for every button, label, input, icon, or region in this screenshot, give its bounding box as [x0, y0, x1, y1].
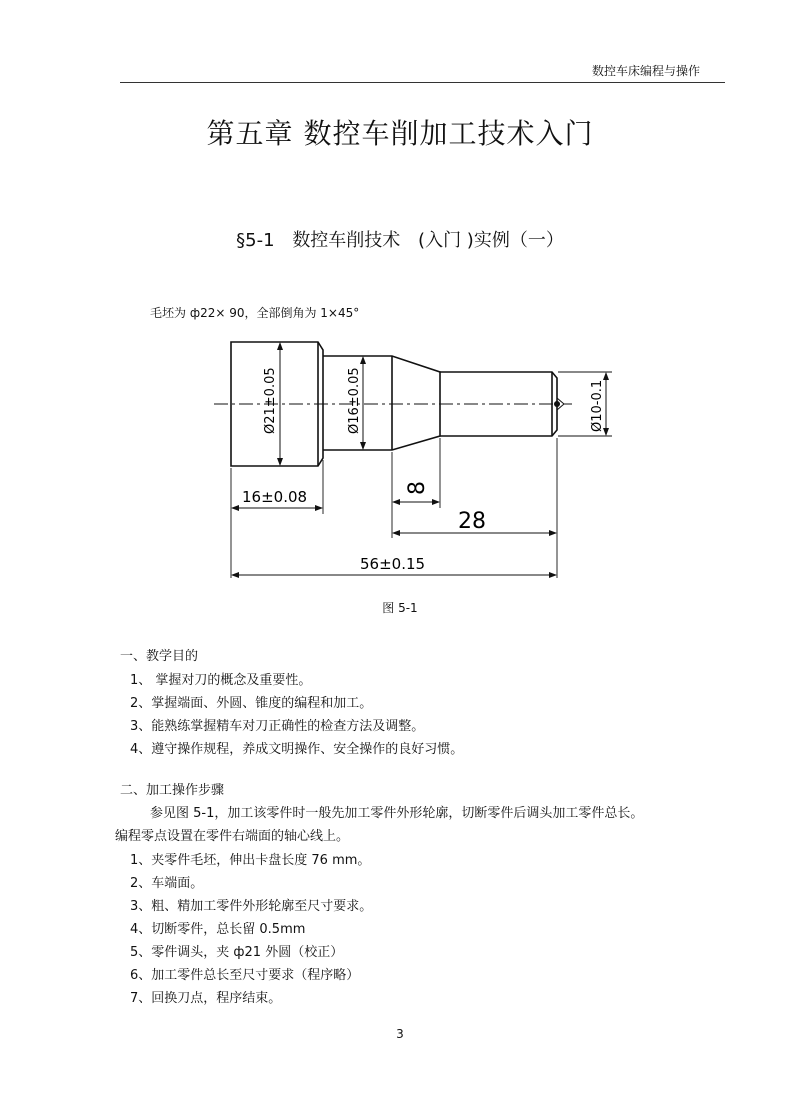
list-item: 5、零件调头，夹 ф21 外圆（校正） [130, 945, 344, 960]
header-rule [120, 82, 725, 83]
section-number: §5-1 [236, 230, 275, 251]
list-item: 3、能熟练掌握精车对刀正确性的检查方法及调整。 [130, 719, 425, 734]
section-name: 数控车削技术 [292, 230, 401, 251]
section-suffix: (入门 )实例（一） [418, 230, 564, 251]
list-item: 4、切断零件，总长留 0.5mm [130, 922, 306, 937]
dim-28: 28 [458, 509, 486, 534]
figure-caption: 图 5-1 [382, 601, 418, 615]
list-item: 4、遵守操作规程，养成文明操作、安全操作的良好习惯。 [130, 742, 464, 757]
list-item: 7、回换刀点，程序结束。 [130, 991, 282, 1006]
middle-and-taper-section [323, 356, 440, 450]
dim-16: 16±0.08 [242, 488, 308, 506]
list-item: 6、加工零件总长至尺寸要求（程序略） [130, 968, 360, 983]
section2-heading: 二、加工操作步骤 [120, 783, 225, 798]
list-item: 2、掌握端面、外圆、锥度的编程和加工。 [130, 696, 373, 711]
list-item: 1、 掌握对刀的概念及重要性。 [130, 673, 312, 688]
section-title [0, 226, 800, 252]
list-item: 1、夹零件毛坯，伸出卡盘长度 76 mm。 [130, 853, 371, 868]
list-item: 2、车端面。 [130, 876, 204, 891]
dim-d21: Ø21±0.05 [263, 367, 278, 434]
blank-note: 毛坯为 ф22× 90，全部倒角为 1×45° [150, 306, 360, 320]
dim-8: 8 [405, 481, 430, 495]
dim-d10: Ø10-0.1 [590, 379, 605, 432]
paragraph-line: 编程零点设置在零件右端面的轴心线上。 [115, 829, 350, 844]
dim-d16: Ø16±0.05 [347, 367, 362, 434]
shaft-drawing [200, 328, 620, 588]
running-header: 数控车床编程与操作 [591, 64, 700, 78]
list-item: 3、粗、精加工零件外形轮廓至尺寸要求。 [130, 899, 373, 914]
paragraph-line: 参见图 5-1，加工该零件时一般先加工零件外形轮廓，切断零件后调头加工零件总长。 [150, 806, 644, 821]
chapter-title: 第五章 数控车削加工技术入门 [206, 117, 594, 150]
dim-56: 56±0.15 [360, 555, 426, 573]
section1-heading: 一、教学目的 [120, 649, 199, 664]
page-number: 3 [396, 1027, 404, 1041]
